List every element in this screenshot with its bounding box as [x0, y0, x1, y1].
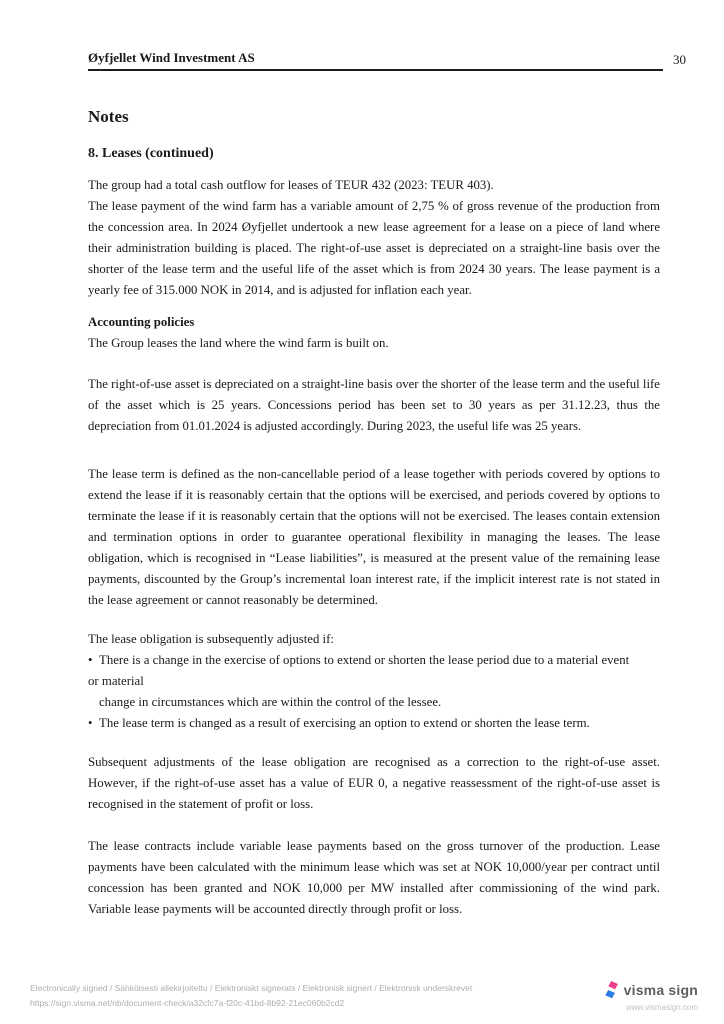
bullet-continuation: or material	[88, 674, 144, 688]
bullet-continuation-indented: change in circumstances which are within the control of the lessee.	[99, 695, 442, 709]
paragraph-lease-payment: The lease payment of the wind farm has a variable amount of 2,75 % of gross revenue of the production from the concession area. In 2024 Øyfjellet undertook a new lease agreement for a lease on a piece of land where their administration building is placed. The right-of-use asset is depreciated on a straight-line basis over the shorter of the lease term and the useful life of the asset which is from 2024 30 years. The lease payment is a yearly fee of 315.000 NOK in 2014, and is adjusted for inflation each year.	[88, 199, 660, 297]
section-heading-leases: 8. Leases (continued)	[88, 146, 214, 161]
document-check-link[interactable]: https://sign.visma.net/nb/document-check/a32cfc7a-f20c-41bd-8b92-21ec060b2cd2	[30, 998, 345, 1008]
company-name: Øyfjellet Wind Investment AS	[88, 50, 663, 71]
signature-footer	[30, 981, 698, 1012]
visma-sign-logo-icon	[605, 981, 619, 999]
bullet-item-lease-term-changed	[88, 713, 660, 734]
visma-sign-branding	[605, 981, 698, 1012]
page-header	[88, 50, 686, 71]
paragraph-right-of-use: The right-of-use asset is depreciated on a straight-line basis over the shorter of the lease term and the useful life of the asset which is 25 years. Concessions period has been set to 30 years as per 31.12.23, thus the depreciation from 01.01.2024 is adjusted accordingly. During 2023, the useful life was 25 years.	[88, 377, 660, 433]
visma-sign-website: www.vismasign.com	[625, 1003, 698, 1012]
paragraph-lease-contracts: The lease contracts include variable lease payments based on the gross turnover of the production. Lease payments have been calculated with the minimum lease which was set at NOK 10,000/year per contract until concession has been granted and NOK 10,000 per MW installed after commissioning of the wind park. Variable lease payments will be accounted directly through profit or loss.	[88, 839, 660, 916]
paragraph-adjusted-if: The lease obligation is subsequently adjusted if:	[88, 632, 334, 646]
notes-title: Notes	[88, 107, 129, 126]
bullet-item-change-of-options	[88, 650, 660, 671]
paragraph-cash-outflow: The group had a total cash outflow for leases of TEUR 432 (2023: TEUR 403).	[88, 178, 494, 192]
electronically-signed-line: Electronically signed / Sähköisesti allekirjoitettu / Elektroniskt signerats / Elektronisk signert / Elektronisk underskrevet	[30, 983, 473, 993]
bullet-text: The lease term is changed as a result of exercising an option to extend or shorten the lease term.	[99, 716, 590, 730]
bullet-text: There is a change in the exercise of options to extend or shorten the lease period due to a material event	[99, 653, 630, 667]
page-content	[88, 50, 686, 920]
bullet-icon: •	[88, 653, 93, 667]
bullet-icon: •	[88, 716, 93, 730]
page-number: 30	[673, 52, 686, 67]
accounting-policies-heading: Accounting policies	[88, 315, 195, 329]
signature-info	[30, 981, 472, 1011]
paragraph-subsequent-adjustments: Subsequent adjustments of the lease obligation are recognised as a correction to the right-of-use asset. However, if the right-of-use asset has a value of EUR 0, a negative reassessment of the right-of-use asset is recognised in the statement of profit or loss.	[88, 755, 660, 811]
paragraph-lease-term: The lease term is defined as the non-cancellable period of a lease together with periods covered by options to extend the lease if it is reasonably certain that the options will be exercised, and periods covered by options to terminate the lease if it is reasonably certain that the options will not be exercised. The leases contain extension and termination options in order to guarantee operational flexibility in managing the leases. The lease obligation, which is recognised in “Lease liabilities”, is measured at the present value of the remaining lease payments, discounted by the Group’s incremental loan interest rate, if the implicit interest rate is not stated in the lease agreement or cannot reasonably be determined.	[88, 467, 660, 607]
paragraph-group-leases: The Group leases the land where the wind farm is built on.	[88, 336, 389, 350]
visma-sign-wordmark: visma sign	[623, 982, 698, 998]
